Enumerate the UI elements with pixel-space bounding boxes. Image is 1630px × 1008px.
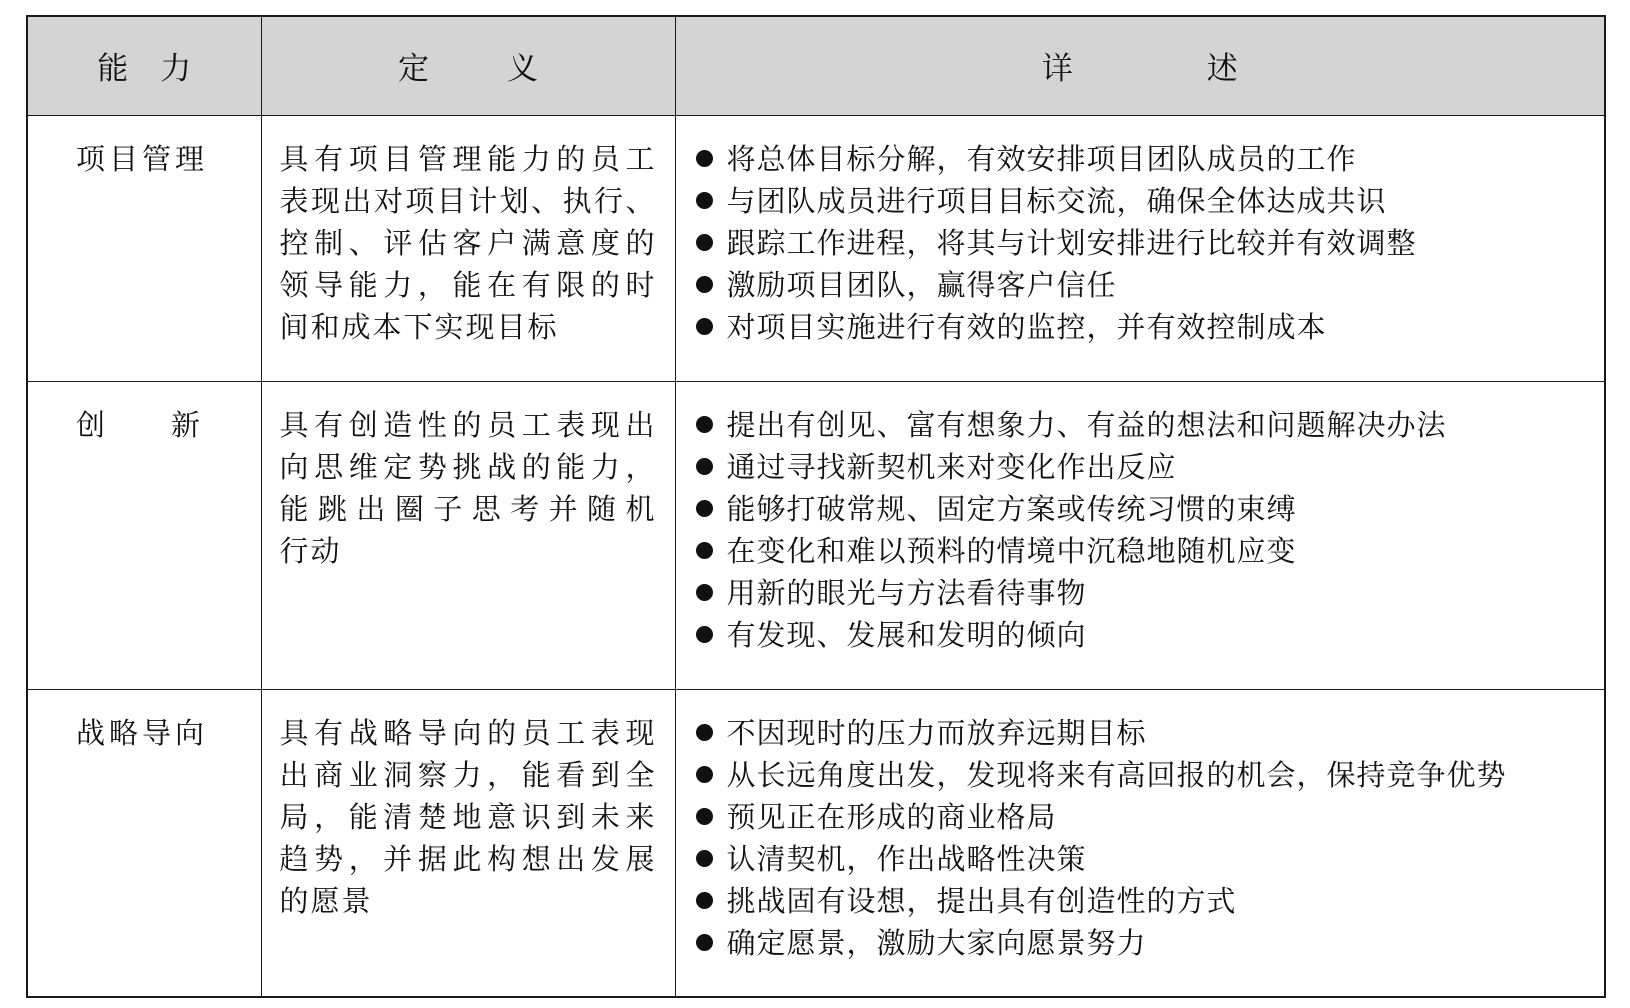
details-cell (675, 381, 1605, 689)
bullet-icon (696, 234, 713, 251)
definition-line: 向思维定势挑战的能力， (279, 449, 657, 484)
definition-line: 间和成本下实现目标 (279, 309, 559, 344)
list-item: 不因现时的压力而放弃远期目标 (696, 712, 1595, 754)
bullet-icon (696, 318, 713, 335)
details-list (696, 404, 1595, 656)
definition-line: 局，能清楚地意识到未来 (279, 799, 657, 834)
bullet-icon (696, 192, 713, 209)
bullet-icon (696, 808, 713, 825)
list-item: 从长远角度出发，发现将来有高回报的机会，保持竞争优势 (696, 754, 1595, 796)
details-cell (675, 115, 1605, 381)
definition-line: 控制、评估客户满意度的 (279, 225, 657, 260)
ability-name: 战略导向 (76, 715, 209, 750)
definition-line: 趋势，并据此构想出发展 (279, 841, 657, 876)
bullet-icon (696, 542, 713, 559)
list-item: 确定愿景，激励大家向愿景努力 (696, 922, 1595, 964)
header-ability: 能 力 (27, 16, 261, 115)
bullet-icon (696, 416, 713, 433)
header-row (27, 16, 1605, 115)
bullet-icon (696, 150, 713, 167)
details-list (696, 712, 1595, 964)
ability-name: 项目管理 (76, 141, 209, 176)
competency-table (26, 15, 1606, 998)
list-item: 能够打破常规、固定方案或传统习惯的束缚 (696, 488, 1595, 530)
list-item: 挑战固有设想，提出具有创造性的方式 (696, 880, 1595, 922)
bullet-icon (696, 458, 713, 475)
ability-cell (27, 689, 261, 997)
definition-line: 具有战略导向的员工表现 (279, 715, 657, 750)
bullet-icon (696, 766, 713, 783)
competency-table-container (26, 15, 1604, 998)
table-row-innovation (27, 381, 1605, 689)
list-item: 提出有创见、富有想象力、有益的想法和问题解决办法 (696, 404, 1595, 446)
bullet-icon (696, 500, 713, 517)
ability-cell (27, 115, 261, 381)
definition-cell (261, 689, 675, 997)
definition-cell (261, 381, 675, 689)
list-item: 与团队成员进行项目目标交流，确保全体达成共识 (696, 180, 1595, 222)
list-item: 将总体目标分解，有效安排项目团队成员的工作 (696, 138, 1595, 180)
list-item: 对项目实施进行有效的监控，并有效控制成本 (696, 306, 1595, 348)
ability-name: 创 新 (76, 407, 204, 442)
list-item: 预见正在形成的商业格局 (696, 796, 1595, 838)
definition-cell (261, 115, 675, 381)
bullet-icon (696, 724, 713, 741)
list-item: 跟踪工作进程，将其与计划安排进行比较并有效调整 (696, 222, 1595, 264)
table-row-strategic-orientation (27, 689, 1605, 997)
definition-line: 表现出对项目计划、执行、 (279, 183, 657, 218)
definition-line: 能跳出圈子思考并随机 (279, 491, 657, 526)
list-item: 有发现、发展和发明的倾向 (696, 614, 1595, 656)
bullet-icon (696, 276, 713, 293)
definition-line: 出商业洞察力，能看到全 (279, 757, 657, 792)
list-item: 通过寻找新契机来对变化作出反应 (696, 446, 1595, 488)
bullet-icon (696, 626, 713, 643)
bullet-icon (696, 850, 713, 867)
list-item: 在变化和难以预料的情境中沉稳地随机应变 (696, 530, 1595, 572)
bullet-icon (696, 934, 713, 951)
details-cell (675, 689, 1605, 997)
details-list (696, 138, 1595, 348)
header-details: 详 述 (675, 16, 1605, 115)
definition-line: 具有创造性的员工表现出 (279, 407, 657, 442)
list-item: 认清契机，作出战略性决策 (696, 838, 1595, 880)
definition-line: 的愿景 (279, 883, 373, 918)
list-item: 激励项目团队，赢得客户信任 (696, 264, 1595, 306)
definition-line: 行动 (279, 533, 342, 568)
table-row-project-management (27, 115, 1605, 381)
header-definition: 定 义 (261, 16, 675, 115)
bullet-icon (696, 584, 713, 601)
definition-line: 领导能力，能在有限的时 (279, 267, 657, 302)
definition-line: 具有项目管理能力的员工 (279, 141, 657, 176)
ability-cell (27, 381, 261, 689)
bullet-icon (696, 892, 713, 909)
list-item: 用新的眼光与方法看待事物 (696, 572, 1595, 614)
